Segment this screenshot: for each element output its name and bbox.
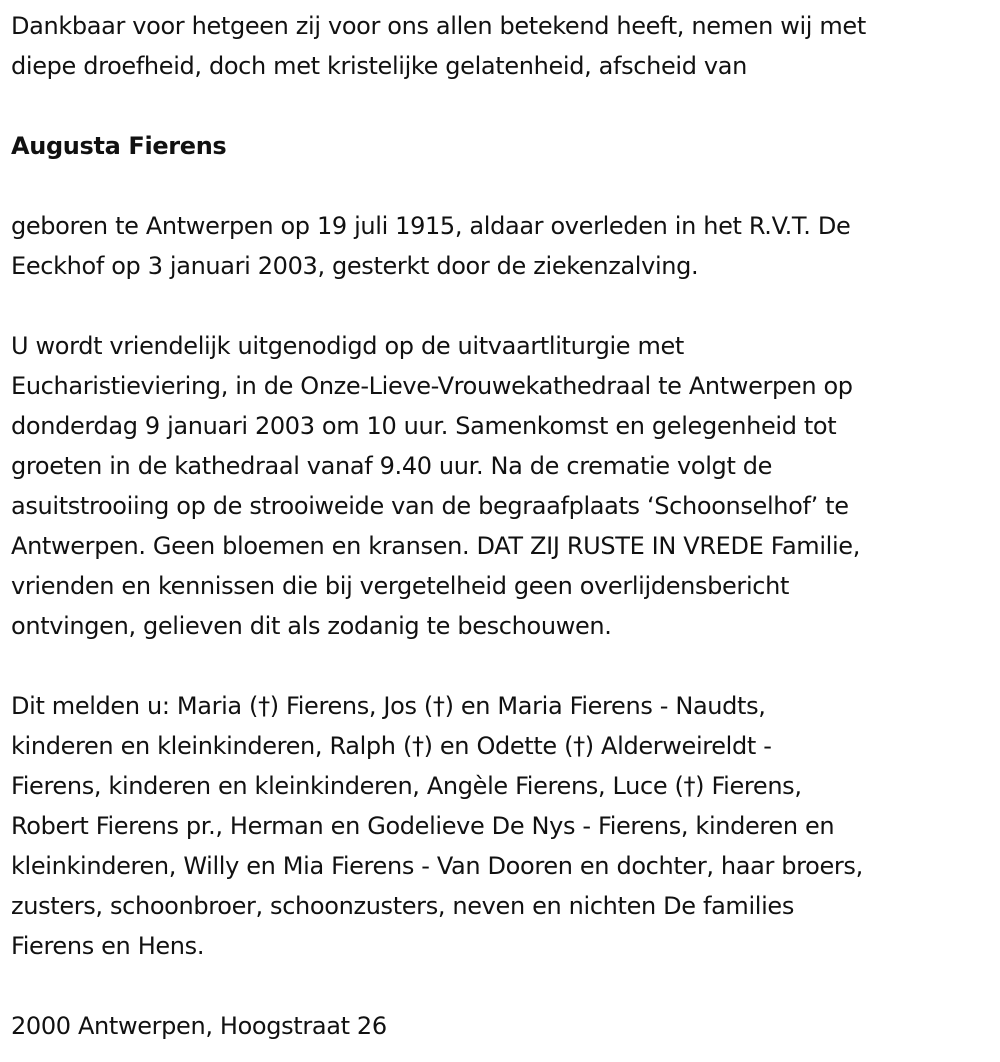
intro-paragraph bbox=[11, 6, 997, 86]
family-line: zusters, schoonbroer, schoonzusters, neven en nichten De families bbox=[11, 892, 794, 920]
funeral-line: U wordt vriendelijk uitgenodigd op de uitvaartliturgie met bbox=[11, 332, 684, 360]
funeral-line: Eucharistieviering, in de Onze-Lieve-Vrouwekathedraal te Antwerpen op bbox=[11, 372, 853, 400]
funeral-line: groeten in de kathedraal vanaf 9.40 uur. Na de crematie volgt de bbox=[11, 452, 773, 480]
obituary-notice bbox=[11, 6, 997, 1046]
address: 2000 Antwerpen, Hoogstraat 26 bbox=[11, 1012, 387, 1040]
intro-line: Dankbaar voor hetgeen zij voor ons allen betekend heeft, nemen wij met bbox=[11, 12, 866, 40]
birth-death-line: geboren te Antwerpen op 19 juli 1915, aldaar overleden in het R.V.T. De bbox=[11, 212, 851, 240]
funeral-line: ontvingen, gelieven dit als zodanig te beschouwen. bbox=[11, 612, 612, 640]
family-line: Fierens, kinderen en kleinkinderen, Angèle Fierens, Luce (†) Fierens, bbox=[11, 772, 802, 800]
family-line: Dit melden u: Maria (†) Fierens, Jos (†) en Maria Fierens - Naudts, bbox=[11, 692, 766, 720]
deceased-name: Augusta Fierens bbox=[11, 132, 227, 160]
family-line: Robert Fierens pr., Herman en Godelieve De Nys - Fierens, kinderen en bbox=[11, 812, 835, 840]
family-paragraph bbox=[11, 686, 997, 966]
paragraph-spacer bbox=[11, 646, 997, 686]
birth-death-line: Eeckhof op 3 januari 2003, gesterkt door de ziekenzalving. bbox=[11, 252, 699, 280]
paragraph-spacer bbox=[11, 286, 997, 326]
paragraph-spacer bbox=[11, 166, 997, 206]
funeral-line: donderdag 9 januari 2003 om 10 uur. Samenkomst en gelegenheid tot bbox=[11, 412, 837, 440]
family-line: Fierens en Hens. bbox=[11, 932, 205, 960]
paragraph-spacer bbox=[11, 86, 997, 126]
paragraph-spacer bbox=[11, 966, 997, 1006]
family-line: kleinkinderen, Willy en Mia Fierens - Van Dooren en dochter, haar broers, bbox=[11, 852, 863, 880]
funeral-line: vrienden en kennissen die bij vergetelheid geen overlijdensbericht bbox=[11, 572, 790, 600]
funeral-line: asuitstrooiing op de strooiweide van de begraafplaats ‘Schoonselhof’ te bbox=[11, 492, 849, 520]
family-line: kinderen en kleinkinderen, Ralph (†) en Odette (†) Alderweireldt - bbox=[11, 732, 772, 760]
funeral-line: Antwerpen. Geen bloemen en kransen. DAT ZIJ RUSTE IN VREDE Familie, bbox=[11, 532, 860, 560]
intro-line: diepe droefheid, doch met kristelijke gelatenheid, afscheid van bbox=[11, 52, 747, 80]
birth-death-paragraph bbox=[11, 206, 997, 286]
funeral-paragraph bbox=[11, 326, 997, 646]
